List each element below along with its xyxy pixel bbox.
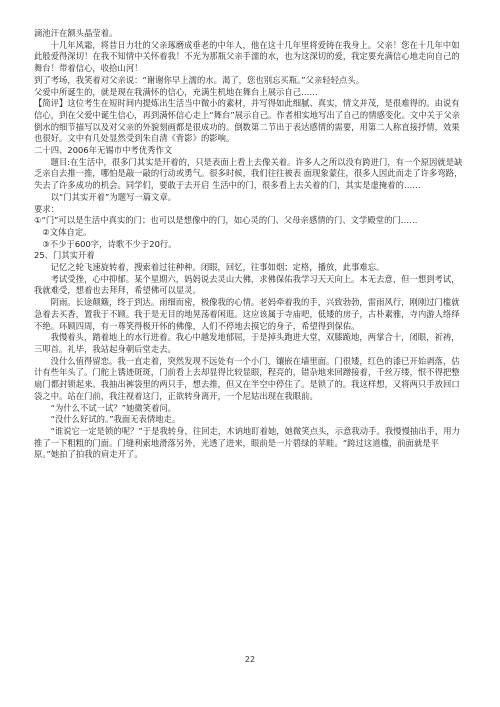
- prompt-paragraph: 题目:在生活中，很多门其实是开着的，只是表面上看上去像关着。许多人之所以没有跨进门，有一个原因就是缺乏亲自去推一推，哪怕是敲一敲的行动或勇气。很多时候，我们往往被表 面现象蒙住，很多人因此而走了许多弯路，失去了许多成功的机会。同学们，要敢于去开启 生活中的门，很多看上去关着的门，其实是虚掩着的……: [34, 156, 463, 191]
- paragraph: “谁说它一定是锁的呢？”于是我转身，往回走，木讷地盯着她，她微笑点头，示意我动手。我慢慢抽出手，用力推了一下粗粗的门面。门缝利索地滑落另外，光透了进来，眼前是一片碧绿的苹畦。“跨过这道槛，前面就是平原。”她拍了拍我的肩走开了。: [34, 425, 460, 460]
- paragraph: 到了考场，我笑着对父亲说：“谢谢你早上濡的水。渴了，您也别忘买瓶。”父亲轻轻点头。: [34, 74, 365, 85]
- dialogue-line: “没什么好试的。”我面无表情地走。: [50, 414, 181, 425]
- essay-title: 25、门其实开着: [34, 250, 95, 261]
- requirement-item: ②文体自定。: [42, 226, 92, 237]
- document-body: [34, 28, 464, 461]
- paragraph: 父爱中所诞生的，就是现在我满怀的信心，充满生机地在舞台上展示自己……: [34, 86, 318, 97]
- prompt-instruction: 以“门其实开着”为题写一篇文章。: [50, 191, 177, 202]
- paragraph: 记忆之轮飞速旋转着，搜索着过往种种。闭眼，回忆，往事如烟；定格，播放，此事难忘。: [50, 262, 385, 273]
- paragraph: 十几年风霜，将昔日力壮的父亲琢磨成垂老的中年人，他在这十几年里将爱铸在我身上。父亲！您在十几年中如此般爱得深切！在我不知情中关怀着我！不光为那瓶父亲手濡的水，也为这深切的爱，我定要充满信心地走向自己的舞台！带着信心，收拾山河！: [34, 39, 460, 74]
- commentary-paragraph: 【简评】这位考生在短时间内提炼出生活当中微小的素材，并写得如此细腻、真实，情文并茂，是很难得的。由说有信心，到在父爱中诞生信心，再到满怀信心走上“舞台”展示自己。作者相实地写出了自己的情感变化。文中关于父亲倒水的细节描写以及对父亲的外貌刻画都是很成功的。倒数第二节出于表达感情的需要，用第二人称直接抒情，效果也很好。文中有几处显然受到朱自清《背影》的影响。: [34, 98, 461, 144]
- requirement-item: ③不少于600字，诗歌不少于20行。: [42, 238, 177, 249]
- section-heading: 二十四、2006年无锡市中考优秀作文: [34, 145, 173, 156]
- paragraph: 没什么值得留恋。我一直走着，突然发现不远处有一个小门，镶嵌在墙里面。门很矮，红色的漆已开始剥落，估计有些年头了。门舵上锈迹斑斑，门前看上去却显得比较显眼，程亮的，错杂地来回蹭接着，千丝万缕，恨不得把整扇门都封锁起来。我抽出裤袋里的两只手，想去推，但又在半空中停住了。是锁了的。我这样想，又将两只手放回口袋之中。站在门前，我注视着这门，正欲转身离开，一个尼姑出现在我眼前。: [34, 355, 460, 401]
- requirements-label: 要求：: [34, 203, 60, 214]
- paragraph: 考试受挫，心中抑郁。某个星期六，妈妈说去灵山大佛，求佛保佑我学习天天向上。本无去意，但一想到考试，我就难受，想着也去拜拜，希望佛可以显灵。: [34, 273, 460, 296]
- paragraph: 我慢着头，踏着地上的水行进着。我心中越发地郁屈，于是掉头跑进大堂，双膝跪地，两掌合十，闭眼，祈祷，三叩首。礼毕，我站起身朝后堂走去。: [34, 332, 460, 354]
- paragraph: 阴雨。长途颠簸，终于到达。雨细而密，极像我的心情。老妈牵着我的手，兴致勃勃，雷雨风行，刚刚过门槛就急着去买香，置我于不顾。我于是无目的地晃荡着闲逛。这应该属于寺庙吧，低矮的房子，古朴素雅，寺内游人络绎不绝。环顾四周，有一尊笑得极开怀的佛像，人们不停地去摸它的身子，希望得到保佑。: [34, 297, 460, 331]
- requirement-item: ①“门”可以是生活中真实的门；也可以是想像中的门，如心灵的门、父母亲感情的门、文学殿堂的门……: [34, 215, 418, 226]
- dialogue-line: “为什么不试一试？”她微笑着问。: [50, 402, 177, 413]
- page-number: 22: [244, 655, 256, 664]
- paragraph: 滴池汗在额头晶莹着。: [34, 28, 118, 38]
